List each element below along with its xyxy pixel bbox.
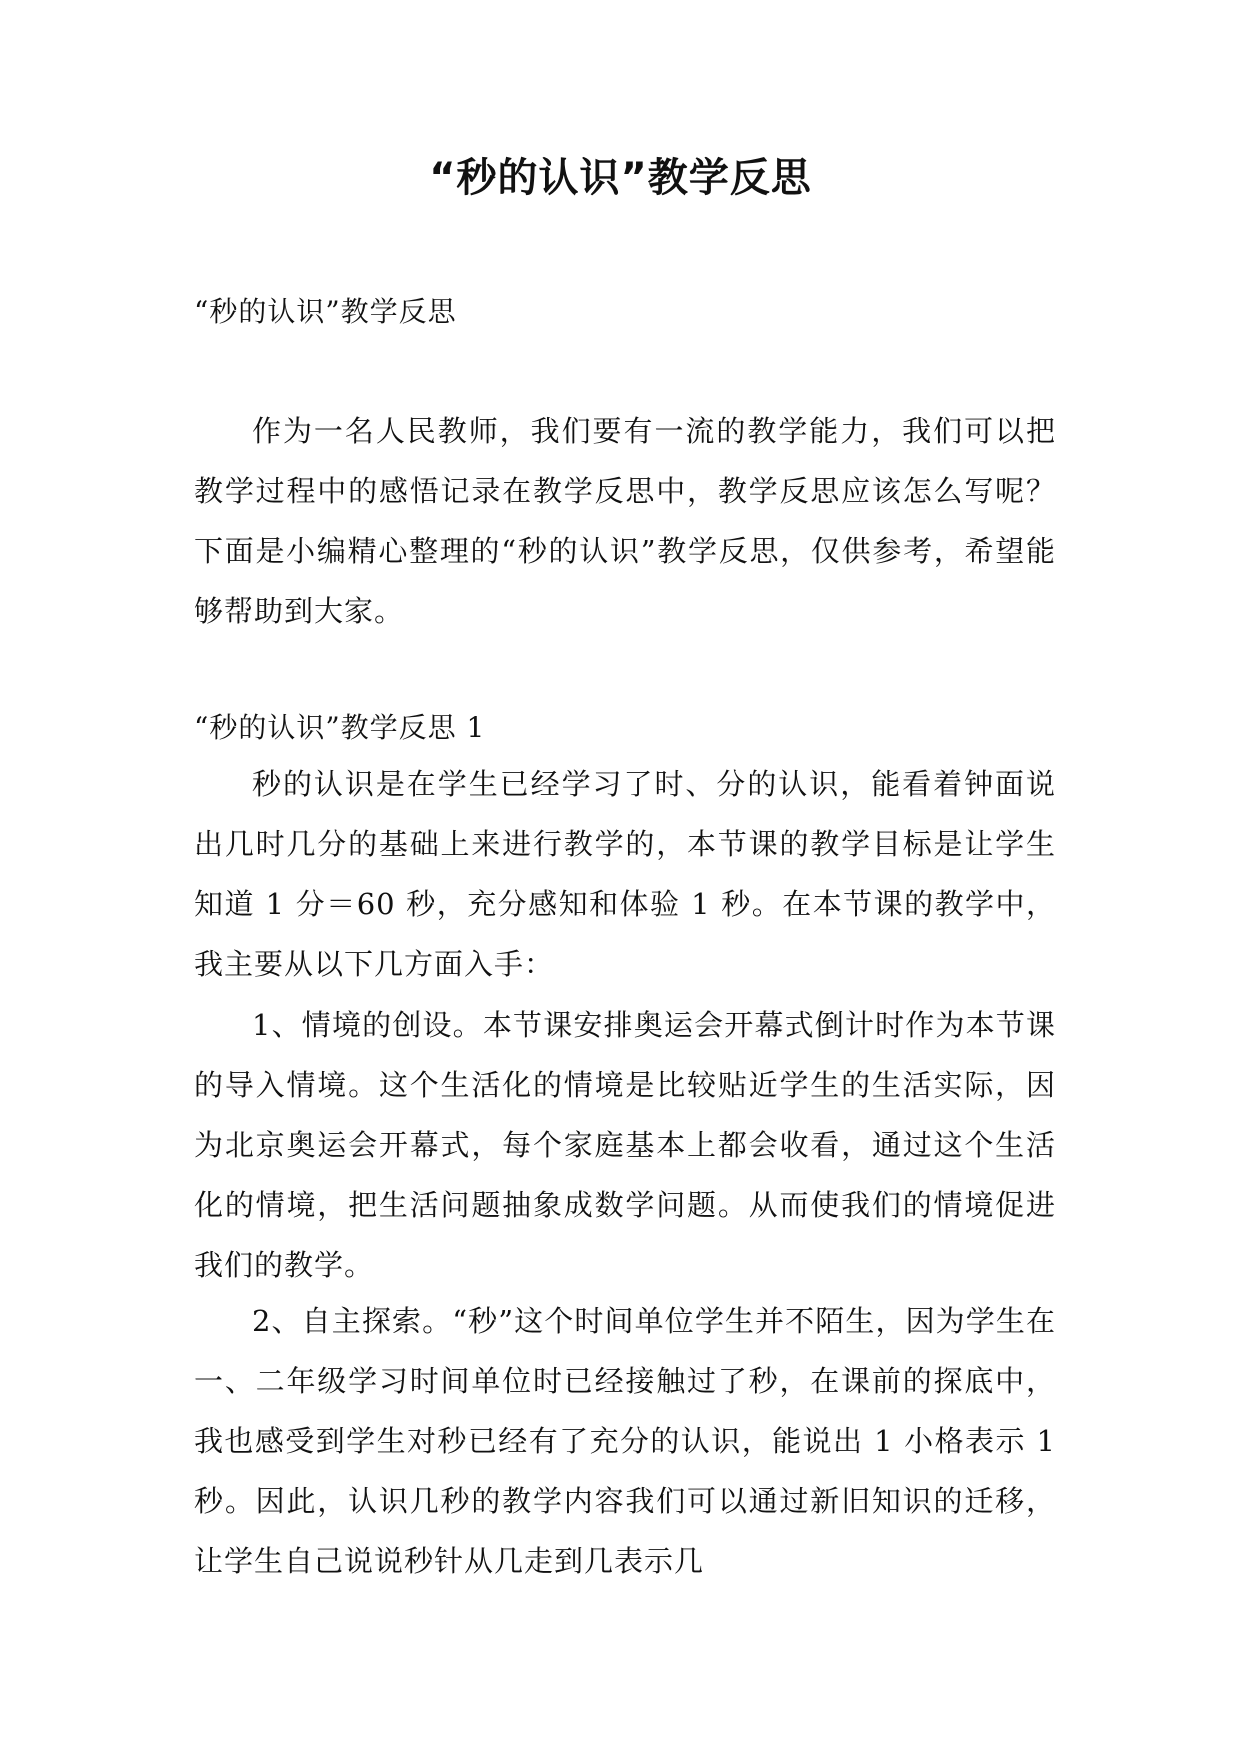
body-paragraph: 1、情境的创设。本节课安排奥运会开幕式倒计时作为本节课的导入情境。这个生活化的情境是比较贴近学生的生活实际，因为北京奥运会开幕式，每个家庭基本上都会收看，通过这个生活化的情境，把生活问题抽象成数学问题。从而使我们的情境促进我们的教学。 xyxy=(194,1008,1056,1282)
body-paragraph: 2、自主探索。“秒”这个时间单位学生并不陌生，因为学生在一、二年级学习时间单位时已经接触过了秒，在课前的探底中，我也感受到学生对秒已经有了充分的认识，能说出 1 小格表示 1 秒。因此，认识几秒的教学内容我们可以通过新旧知识的迁移，让学生自己说说秒针从几走到几表示几 xyxy=(194,1304,1056,1578)
section-heading: “秒的认识”教学反思 1 xyxy=(194,711,486,744)
document-subtitle: “秒的认识”教学反思 xyxy=(194,295,457,328)
intro-paragraph: 作为一名人民教师，我们要有一流的教学能力，我们可以把教学过程中的感悟记录在教学反思中，教学反思应该怎么写呢？下面是小编精心整理的“秒的认识”教学反思，仅供参考，希望能够帮助到大家。 xyxy=(194,414,1056,628)
body-paragraph: 秒的认识是在学生已经学习了时、分的认识，能看着钟面说出几时几分的基础上来进行教学的，本节课的教学目标是让学生知道 1 分＝60 秒，充分感知和体验 1 秒。在本节课的教学中，我主要从以下几方面入手： xyxy=(194,767,1056,981)
document-title: “秒的认识”教学反思 xyxy=(429,155,812,201)
